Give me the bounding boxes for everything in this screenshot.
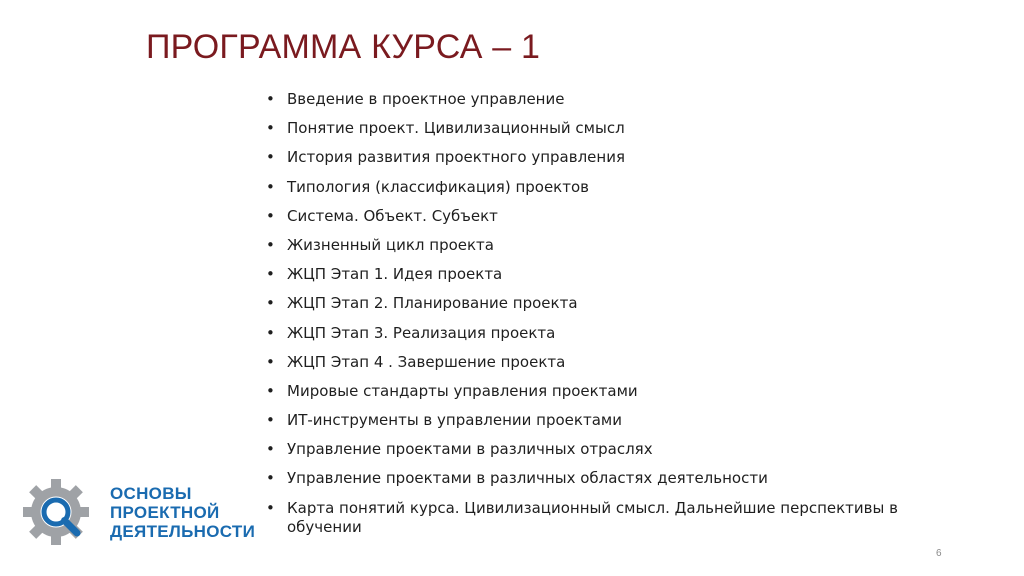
course-topics-list: [266, 90, 916, 547]
list-item: • Жизненный цикл проекта: [266, 236, 916, 255]
list-item: • Управление проектами в различных областях деятельности: [266, 469, 916, 488]
list-item: • Карта понятий курса. Цивилизационный смысл. Дальнейшие перспективы в обучении: [266, 499, 916, 537]
page-number: 6: [936, 548, 942, 559]
slide-title: ПРОГРАММА КУРСА – 1: [146, 28, 541, 66]
list-item: • ЖЦП Этап 2. Планирование проекта: [266, 294, 916, 313]
logo-line: ПРОЕКТНОЙ: [110, 503, 220, 522]
list-item: • ИТ-инструменты в управлении проектами: [266, 411, 916, 430]
list-item: • История развития проектного управления: [266, 148, 916, 167]
gear-magnifier-icon: [20, 477, 104, 547]
list-item: • Типология (классификация) проектов: [266, 178, 916, 197]
logo-text: [110, 484, 255, 541]
list-item: • Управление проектами в различных отраслях: [266, 440, 916, 459]
list-item: • Мировые стандарты управления проектами: [266, 382, 916, 401]
logo-line: ОСНОВЫ: [110, 484, 192, 503]
list-item: • Понятие проект. Цивилизационный смысл: [266, 119, 916, 138]
list-item: • Система. Объект. Субъект: [266, 207, 916, 226]
list-item: • ЖЦП Этап 1. Идея проекта: [266, 265, 916, 284]
list-item: • ЖЦП Этап 3. Реализация проекта: [266, 324, 916, 343]
logo-line: ДЕЯТЕЛЬНОСТИ: [110, 522, 256, 541]
list-item: • ЖЦП Этап 4 . Завершение проекта: [266, 353, 916, 372]
list-item: • Введение в проектное управление: [266, 90, 916, 109]
